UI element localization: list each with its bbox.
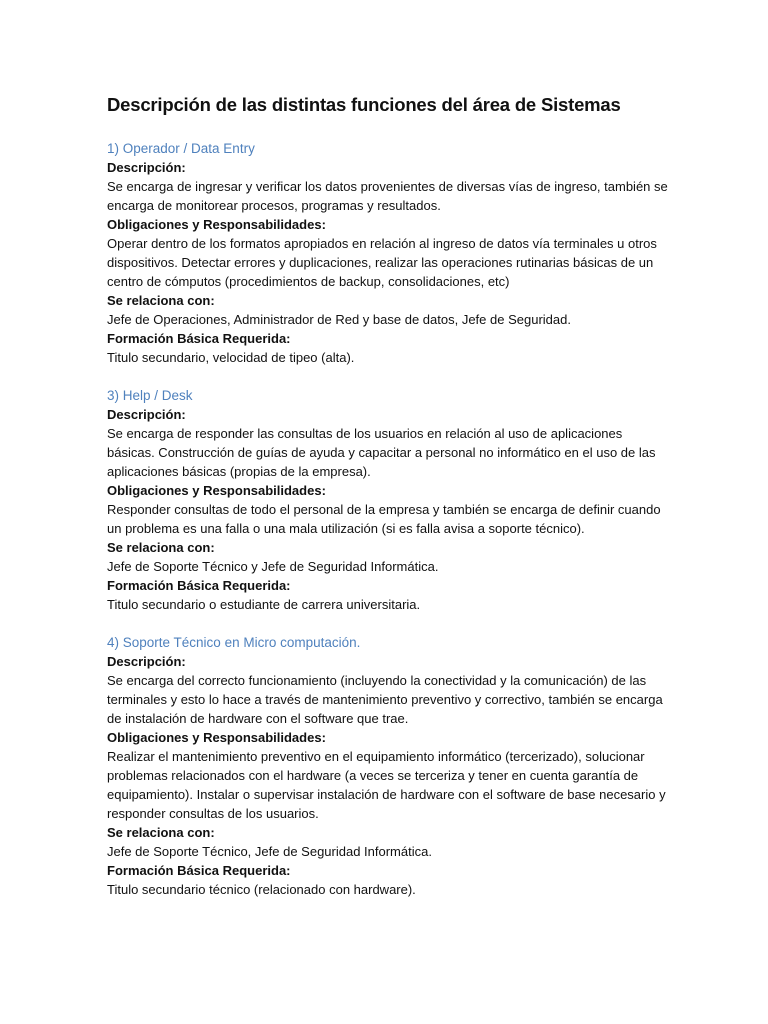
section-soporte-tecnico bbox=[107, 633, 668, 899]
obligations-text: Responder consultas de todo el personal de la empresa y también se encarga de definir cuando un problema es una falla o una mala utilización (si es falla avisa a soporte técnico). bbox=[107, 502, 661, 536]
relations-text: Jefe de Soporte Técnico y Jefe de Seguridad Informática. bbox=[107, 559, 439, 574]
document-title: Descripción de las distintas funciones del área de Sistemas bbox=[107, 94, 621, 115]
relations-text: Jefe de Soporte Técnico, Jefe de Seguridad Informática. bbox=[107, 844, 432, 859]
section-heading: 3) Help / Desk bbox=[107, 388, 193, 403]
training-label: Formación Básica Requerida: bbox=[107, 863, 291, 878]
section-operador bbox=[107, 139, 668, 367]
description-text: Se encarga del correcto funcionamiento (incluyendo la conectividad y la comunicación) de las terminales y esto lo hace a través de mantenimiento preventivo y correctivo, también se encarga de instalación de hardware con el software que trae. bbox=[107, 673, 663, 726]
training-text: Titulo secundario o estudiante de carrera universitaria. bbox=[107, 597, 421, 612]
obligations-label: Obligaciones y Responsabilidades: bbox=[107, 217, 326, 232]
obligations-text: Operar dentro de los formatos apropiados en relación al ingreso de datos vía terminales u otros dispositivos. Detectar errores y duplicaciones, realizar las operaciones rutinarias básicas de un centro de cómputos (procedimientos de backup, consolidaciones, etc) bbox=[107, 236, 657, 289]
description-text: Se encarga de responder las consultas de los usuarios en relación al uso de aplicaciones básicas. Construcción de guías de ayuda y capacitar a personal no informático en el uso de las aplicaciones básicas (propias de la empresa). bbox=[107, 426, 656, 479]
training-label: Formación Básica Requerida: bbox=[107, 331, 291, 346]
training-label: Formación Básica Requerida: bbox=[107, 578, 291, 593]
description-label: Descripción: bbox=[107, 160, 186, 175]
section-help-desk bbox=[107, 386, 668, 614]
description-text: Se encarga de ingresar y verificar los datos provenientes de diversas vías de ingreso, también se encarga de monitorear procesos, programas y resultados. bbox=[107, 179, 668, 213]
description-label: Descripción: bbox=[107, 407, 186, 422]
obligations-text: Realizar el mantenimiento preventivo en el equipamiento informático (tercerizado), solucionar problemas relacionados con el hardware (a veces se terceriza y tener en cuenta garantía de equipamiento). Instalar o supervisar instalación de hardware con el software de base necesario y responder consultas de los usuarios. bbox=[107, 749, 666, 821]
relations-label: Se relaciona con: bbox=[107, 540, 215, 555]
relations-text: Jefe de Operaciones, Administrador de Red y base de datos, Jefe de Seguridad. bbox=[107, 312, 571, 327]
relations-label: Se relaciona con: bbox=[107, 825, 215, 840]
section-heading: 1) Operador / Data Entry bbox=[107, 141, 255, 156]
training-text: Titulo secundario técnico (relacionado con hardware). bbox=[107, 882, 416, 897]
description-label: Descripción: bbox=[107, 654, 186, 669]
training-text: Titulo secundario, velocidad de tipeo (alta). bbox=[107, 350, 355, 365]
section-heading: 4) Soporte Técnico en Micro computación. bbox=[107, 635, 361, 650]
obligations-label: Obligaciones y Responsabilidades: bbox=[107, 730, 326, 745]
relations-label: Se relaciona con: bbox=[107, 293, 215, 308]
obligations-label: Obligaciones y Responsabilidades: bbox=[107, 483, 326, 498]
